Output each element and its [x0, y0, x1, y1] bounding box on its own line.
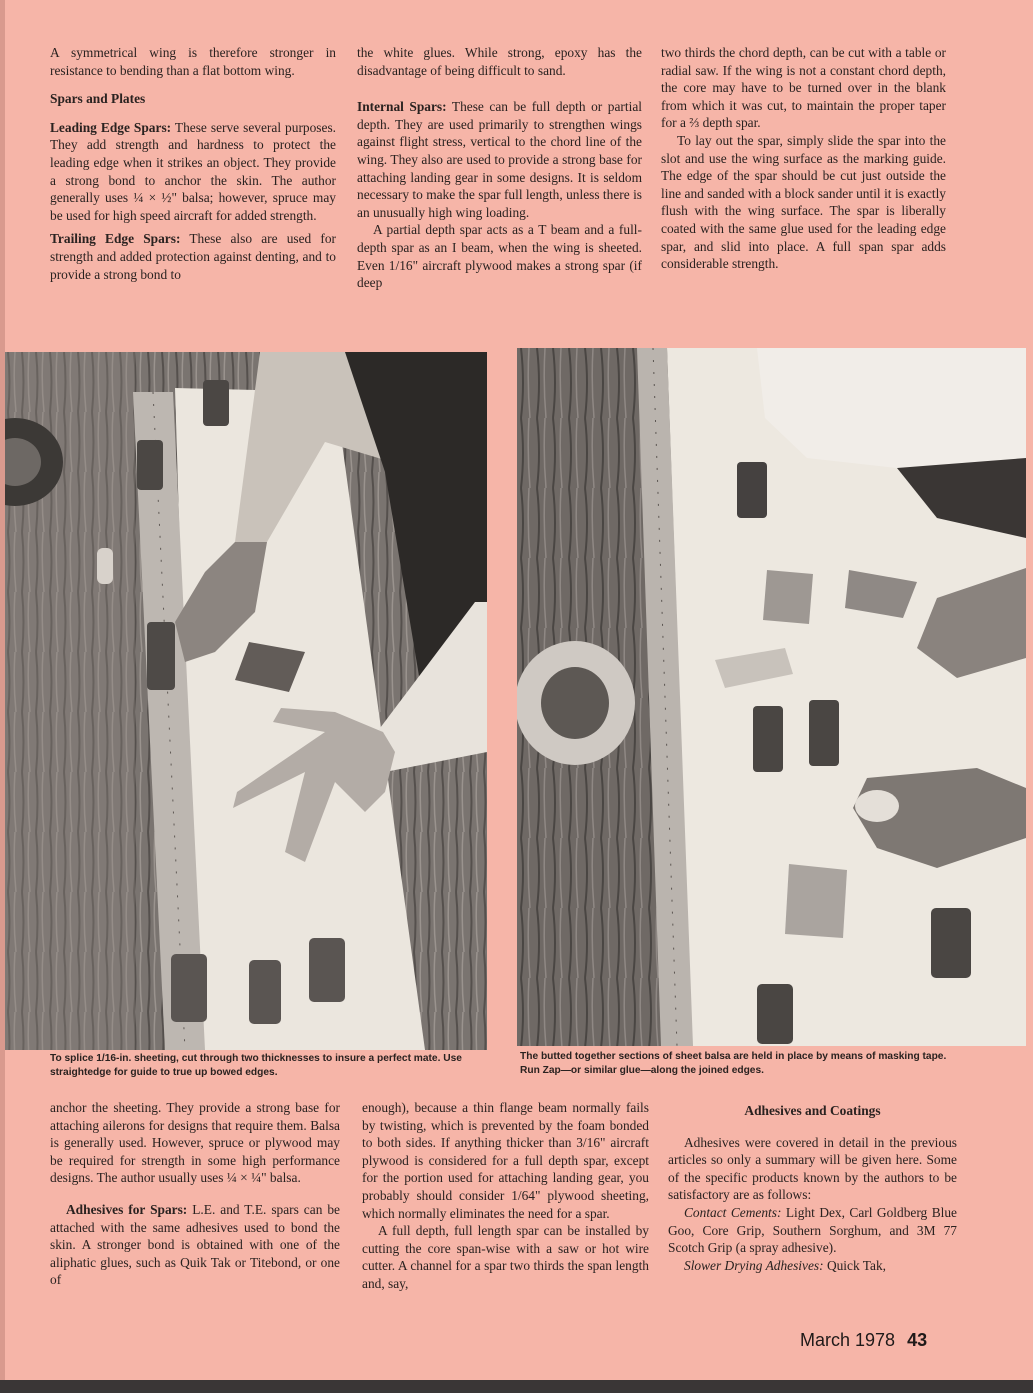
- run-in-heading: Adhesives for Spars:: [66, 1201, 188, 1217]
- run-in-heading: Leading Edge Spars:: [50, 119, 172, 135]
- paragraph: enough), because a thin flange beam normally fails by twisting, which is prevented by the foam bonded to both sides. If anything thicker than 3/16" aircraft plywood is considered for a full depth spar, except for the portion used for attaching landing gear, you probably should consider 1/64" plywood sheeting, which normally eliminates the need for a spar.: [362, 1100, 649, 1221]
- paragraph: To lay out the spar, simply slide the spar into the slot and use the wing surface as the marking guide. The edge of the spar should be cut just outside the line and sanded with a block sander until it is exactly flush with the wing surface. The spar is liberally coated with the same glue used for the leading edge spar, and slid into place. A full span spar adds considerable strength.: [661, 132, 946, 272]
- paragraph: A full depth, full length spar can be installed by cutting the core span-wise with a saw or hot wire cutter. A channel for a spar two thirds the span length and, say,: [362, 1223, 649, 1291]
- paragraph: [668, 1257, 957, 1275]
- bottom-column-1: [50, 1099, 340, 1289]
- paragraph: A symmetrical wing is therefore stronger in resistance to bending than a flat bottom wing.: [50, 45, 336, 78]
- photo-caption-left: To splice 1/16-in. sheeting, cut through two thicknesses to insure a perfect mate. Use straightedge for guide to true up bowed edges.: [50, 1053, 462, 1078]
- photo-caption-right: The butted together sections of sheet balsa are held in place by means of masking tape. Run Zap—or similar glue—along the joined edges.: [520, 1051, 947, 1076]
- paragraph-text: These serve several purposes. They add strength and hardness to protect the leading edge when it strikes an object. They provide a strong bond to anchor the skin. The author generally uses ¼ × ½" balsa; however, spruce may be used for high speed aircraft for added strength.: [50, 119, 337, 223]
- section-heading: Spars and Plates: [50, 91, 146, 107]
- paragraph: anchor the sheeting. They provide a strong base for attaching ailerons for designs that require them. Balsa is generally used. However, spruce or plywood may be required for strength in some high performance designs. The author usually uses ¼ × ¼" balsa.: [50, 1100, 340, 1186]
- top-column-3: [661, 44, 946, 273]
- paragraph-text: These also are used for strength and added protection against denting, and to provide a strong bond to: [50, 231, 337, 282]
- run-in-heading: Slower Drying Adhesives:: [684, 1257, 824, 1273]
- photo-butted-sheet-balsa: [517, 348, 1026, 1046]
- page-bottom-edge: [0, 1380, 1033, 1393]
- top-column-1: [50, 44, 336, 283]
- paragraph: [357, 98, 642, 221]
- paragraph: [50, 1201, 340, 1289]
- page-number: 43: [907, 1330, 928, 1350]
- run-in-heading: Internal Spars:: [357, 99, 447, 115]
- bottom-column-2: [362, 1099, 649, 1293]
- paragraph-text: Light Dex, Carl Goldberg Blue Goo, Core Grip, Southern Sorghum, and 3M 77 Scotch Grip (a spray adhesive).: [668, 1204, 957, 1256]
- paragraph: A partial depth spar acts as a T beam and a full-depth spar as an I beam, when the wing is sheeted. Even 1/16" aircraft plywood makes a strong spar (if deep: [357, 222, 642, 291]
- paragraph: [50, 119, 336, 225]
- page-footer: [800, 1330, 927, 1351]
- paragraph-text: These can be full depth or partial depth. They are used primarily to strengthen wings against flight stress, vertical to the chord line of the wing. They also are used to provide a strong base for attaching landing gear in some designs. It is seldom necessary to make the spar full length, unless there is an unusually high wing loading.: [357, 99, 642, 220]
- run-in-heading: Contact Cements:: [684, 1204, 782, 1220]
- run-in-heading: Trailing Edge Spars:: [50, 231, 181, 247]
- top-column-2: [357, 44, 642, 292]
- paragraph-text: L.E. and T.E. spars can be attached with the same adhesives used to bond the skin. A stronger bond is obtained with one of the aliphatic glues, such as Quik Tak or Titebond, or one of: [50, 1201, 340, 1288]
- photo-splicing-sheeting: [5, 352, 487, 1050]
- paragraph: [50, 230, 336, 283]
- paragraph-text: Quick Tak,: [823, 1257, 887, 1273]
- paragraph: two thirds the chord depth, can be cut with a table or radial saw. If the wing is not a constant chord depth, the core may have to be turned over in the blank from which it was cut, to maintain the proper taper for a ⅔ depth spar.: [661, 45, 946, 131]
- paragraph: [668, 1204, 957, 1257]
- paragraph: the white glues. While strong, epoxy has the disadvantage of being difficult to sand.: [357, 45, 642, 78]
- paragraph: Adhesives were covered in detail in the previous articles so only a summary will be given here. Some of the specific products known by the authors to be satisfactory are as follows:: [668, 1134, 957, 1203]
- issue-date: March 1978: [800, 1330, 896, 1350]
- section-heading: Adhesives and Coatings: [744, 1103, 881, 1118]
- bottom-column-3: [668, 1102, 957, 1274]
